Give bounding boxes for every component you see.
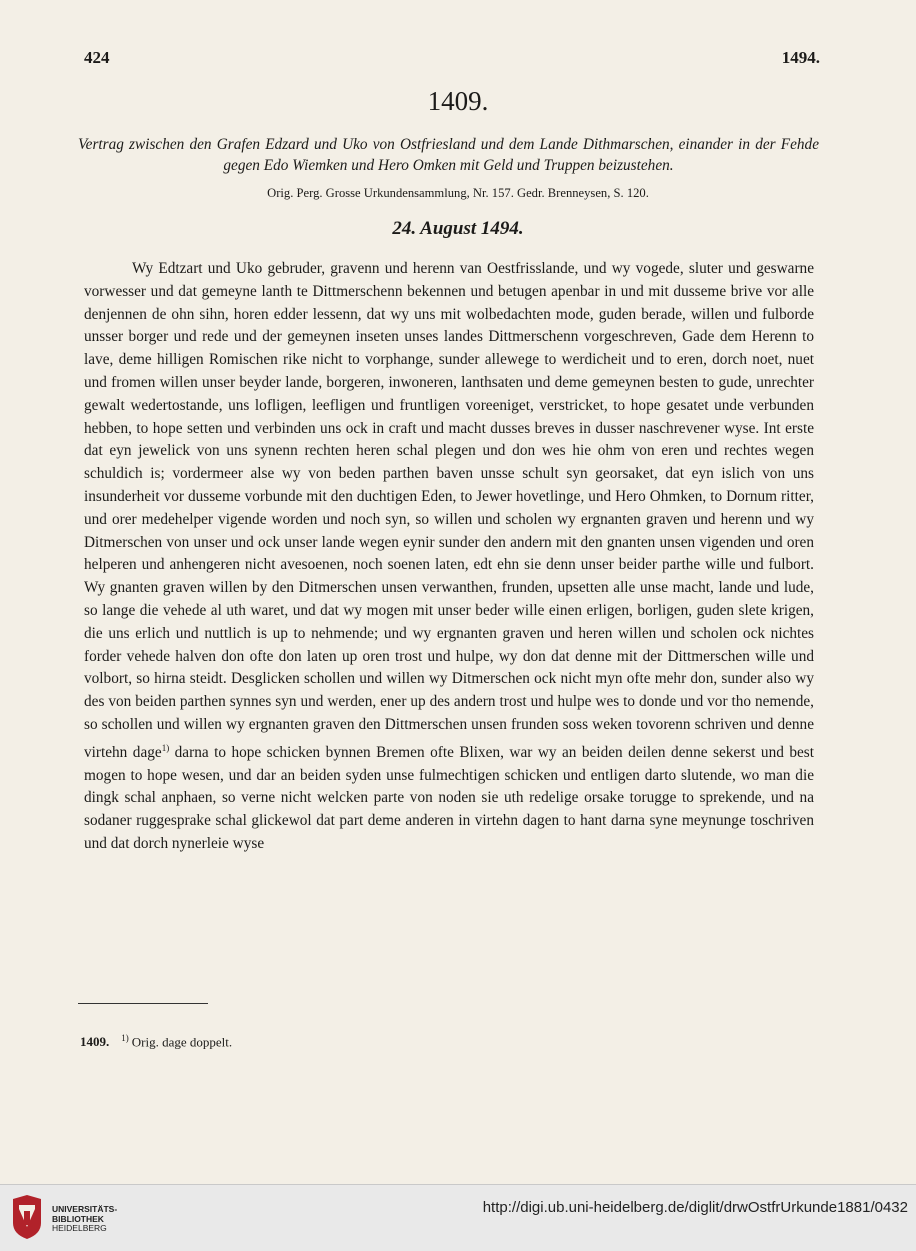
footnote: [80, 1033, 232, 1050]
library-name: [52, 1205, 117, 1234]
body-text-part-2: darna to hope schicken bynnen Bremen ofte Blixen, war wy an beiden deilen denne sekerst und best mogen to hope wesen, und dar an beiden syden unse fulmechtigen schicken und entligen darto slutende, wo man die dingk schal anphaen, so verne nicht welcken parte von noden sie uth redelige orsake torugge to sprekende, und na sodaner ruggesprake schal glickewol dat part deme anderen in virtehn dagen to hant darna syne meynunge toschriven und dat dorch nynerleie wyse: [84, 743, 814, 853]
footnote-divider: [78, 1003, 208, 1004]
page-number: 424: [84, 48, 110, 67]
viewer-footer: [0, 1184, 916, 1251]
library-name-line-2: BIBLIOTHEK: [52, 1213, 104, 1224]
footnote-reference: 1409.: [80, 1034, 110, 1050]
running-head-year: 1494.: [781, 48, 820, 67]
document-date: 24. August 1494.: [392, 218, 524, 239]
regest-summary: Vertrag zwischen den Grafen Edzard und Uko von Ostfriesland und dem Lande Dithmarschen, einander in der Fehde gegen Edo Wiemken und Hero Omken mit Geld und Truppen beizustehen.: [78, 136, 819, 174]
running-head: [84, 48, 820, 68]
footnote-marker: 1): [161, 742, 170, 753]
document-body: [84, 258, 814, 856]
footnote-text: Orig. dage doppelt.: [131, 1034, 233, 1050]
body-text-part-1: Wy Edtzart und Uko gebruder, gravenn und herenn van Oestfrisslande, und wy vogede, sluter und geswarne vorwesser und dat gemeyne lanth te Dittmerschenn bekennen und betugen apenbar in und mit dusseme brive vor alle denjennen de ohn sihn, horen edder lessenn, dat wy uns mit wolbedachten mode, guden berade, willen und fulborde unsser borger und rede und der gemeynen inseten unses landes Dittmerschenn vorgeschreven, Gade dem Herenn to lave, deme hilligen Romischen rike nicht to vorphange, sunder allewege to werdicheit und to eren, dorch noet, nuet und fromen willen unser beyder lande, borgeren, inwoneren, lanthsaten und deme gemeynen besten to gude, unrechter gewalt wedertostande, uns lofligen, leefligen und fruntligen voreeniget, verstricket, to hope gesatet unde verbunden hebben, to hope setten und verbinden uns ock in craft und macht dusses breves in dusser naschrevener wyse. Int erste dat eyn jewelick von uns synenn rechten heren schal plegen und don wes hie ohm von eren und rechtes wegen schuldich is; vordermeer alse wy von beden parthen baven unsse schult syn georsaket, dat eyn islich von uns insunderheit vor dusseme vorbunde mit den duchtigen Eden, to Jewer hovetlinge, und Hero Ohmken, to Dornum ritter, und orer medehelper vigende worden und noch syn, so willen und scholen wy ergnanten graven und herenn und wy Ditmerschen von unser und ock unser lande wegen eynir sunder den andern mit den gnanten unsen vigenden und oren helperen und anhengeren nicht avesoenen, noch soenen laten, edt ehn sie denn unser beider parthe wille und fulbort. Wy gnanten graven willen by den Ditmerschen unsen verwanthen, frunden, upsetten alle unse macht, lande und lude, so lange die vehede al uth waret, und dat wy mogen mit unser beder wille einen erligen, borligen, guden slete krigen, die uns erlich und nuttlich is up to nehmende; und wy ergnanten graven und heren willen und scholen ock nichtes forder vehede halven don ofte don laten up oren trost und hulpe, wy don dat denne mit der Dittmerschen wille und volbort, so hirna steidt. Desglicken schollen und willen wy Ditmerschen ock nicht myn ofte mehr don, sunder also wy des von beiden parthen synnes syn und werden, ener up des andern trost und hulpe wes to donde und vor tho nemende, so schollen und willen wy ergnanten graven den Dittmerschen unsen frunden soss weken tovorenn schriven und denne virtehn dage: [84, 260, 814, 761]
document-number: 1409.: [427, 86, 489, 116]
source-citation: Orig. Perg. Grosse Urkundensammlung, Nr. 157. Gedr. Brenneysen, S. 120.: [267, 186, 649, 200]
library-name-line-1: UNIVERSITÄTS-: [52, 1204, 118, 1214]
permalink-url[interactable]: http://digi.ub.uni-heidelberg.de/diglit/drwOstfrUrkunde1881/0432: [482, 1199, 908, 1216]
library-name-line-3: HEIDELBERG: [52, 1223, 107, 1233]
footnote-number: 1): [121, 1033, 129, 1043]
university-library-logo-icon[interactable]: [10, 1193, 44, 1241]
